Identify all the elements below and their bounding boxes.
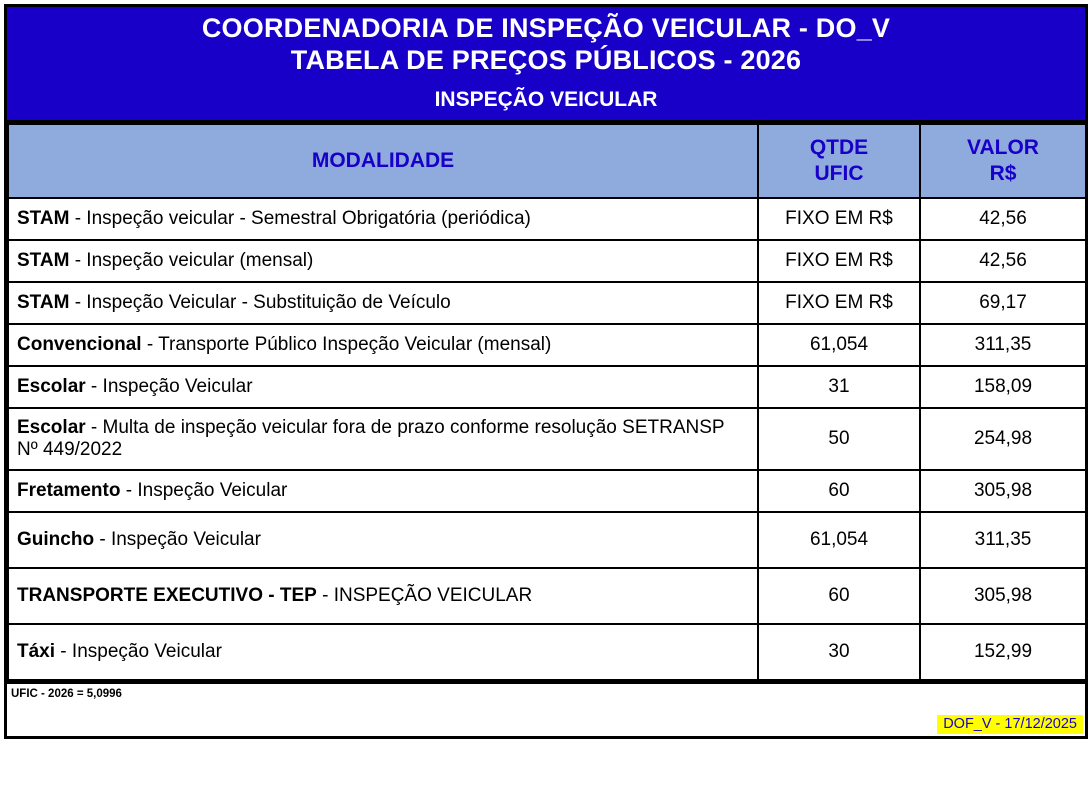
column-header-valor-line2: R$ <box>989 162 1017 186</box>
table-row <box>8 240 1086 282</box>
cell-valor: 42,56 <box>920 240 1086 282</box>
modality-description: - Inspeção Veicular <box>85 376 253 398</box>
cell-qtde: 31 <box>758 366 920 408</box>
cell-qtde: FIXO EM R$ <box>758 240 920 282</box>
table-row <box>8 198 1086 240</box>
header-title-line-2: TABELA DE PREÇOS PÚBLICOS - 2026 <box>290 44 802 75</box>
cell-qtde: 60 <box>758 470 920 512</box>
cell-qtde: 30 <box>758 624 920 680</box>
table-body <box>8 198 1086 680</box>
modality-name: TRANSPORTE EXECUTIVO - TEP <box>17 585 317 607</box>
modality-description: - Transporte Público Inspeção Veicular (mensal) <box>141 334 552 356</box>
modality-description: - Inspeção Veicular - Substituição de Veículo <box>69 292 451 314</box>
modality-description: - Inspeção veicular (mensal) <box>69 250 314 272</box>
cell-valor: 305,98 <box>920 470 1086 512</box>
modality-description: - Inspeção Veicular <box>120 480 288 502</box>
modality-description: - INSPEÇÃO VEICULAR <box>316 585 533 607</box>
cell-valor: 311,35 <box>920 324 1086 366</box>
modality-name: Escolar <box>17 376 86 398</box>
cell-valor: 305,98 <box>920 568 1086 624</box>
document-footer <box>4 684 1088 739</box>
table-row <box>8 282 1086 324</box>
cell-valor: 158,09 <box>920 366 1086 408</box>
column-header-qtde-ufic <box>758 124 920 199</box>
table-row <box>8 470 1086 512</box>
modality-name: Fretamento <box>17 480 121 502</box>
modality-description: - Inspeção veicular - Semestral Obrigatória (periódica) <box>69 208 531 230</box>
modality-name: Guincho <box>17 529 95 551</box>
cell-qtde: FIXO EM R$ <box>758 282 920 324</box>
modality-description: - Inspeção Veicular <box>55 641 222 663</box>
table-row <box>8 568 1086 624</box>
cell-modalidade <box>8 624 758 680</box>
modality-description: - Inspeção Veicular <box>94 529 261 551</box>
price-table <box>7 123 1087 682</box>
column-header-valor-rs <box>920 124 1086 199</box>
cell-valor: 311,35 <box>920 512 1086 568</box>
cell-qtde: 61,054 <box>758 324 920 366</box>
table-header <box>8 124 1086 199</box>
cell-valor: 42,56 <box>920 198 1086 240</box>
column-header-valor-line1: VALOR <box>967 135 1039 159</box>
modality-name: STAM <box>17 250 70 272</box>
cell-qtde: 61,054 <box>758 512 920 568</box>
header-subtitle: INSPEÇÃO VEICULAR <box>434 87 658 111</box>
table-row <box>8 512 1086 568</box>
cell-valor: 152,99 <box>920 624 1086 680</box>
table-row <box>8 324 1086 366</box>
table-row <box>8 408 1086 470</box>
cell-valor: 69,17 <box>920 282 1086 324</box>
cell-modalidade <box>8 324 758 366</box>
table-row <box>8 366 1086 408</box>
cell-modalidade <box>8 198 758 240</box>
cell-modalidade <box>8 408 758 470</box>
modality-name: Convencional <box>17 334 142 356</box>
column-header-qtde-line1: QTDE <box>809 135 869 159</box>
cell-modalidade <box>8 282 758 324</box>
modality-name: Táxi <box>17 641 56 663</box>
cell-modalidade <box>8 568 758 624</box>
modality-name: STAM <box>17 292 70 314</box>
column-header-qtde-line2: UFIC <box>814 162 864 186</box>
cell-modalidade <box>8 366 758 408</box>
cell-qtde: FIXO EM R$ <box>758 198 920 240</box>
document-header <box>7 7 1085 123</box>
ufic-note: UFIC - 2026 = 5,0996 <box>11 688 122 701</box>
dof-stamp: DOF_V - 17/12/2025 <box>937 715 1083 734</box>
footer-content <box>7 684 1085 736</box>
modality-name: STAM <box>17 208 70 230</box>
cell-modalidade <box>8 240 758 282</box>
modality-name: Escolar <box>17 417 86 439</box>
price-table-document <box>4 4 1088 684</box>
cell-qtde: 60 <box>758 568 920 624</box>
cell-modalidade <box>8 470 758 512</box>
header-title-line-1: COORDENADORIA DE INSPEÇÃO VEICULAR - DO_V <box>201 13 891 43</box>
cell-valor: 254,98 <box>920 408 1086 470</box>
column-header-modalidade: MODALIDADE <box>8 124 758 199</box>
cell-qtde: 50 <box>758 408 920 470</box>
cell-modalidade <box>8 512 758 568</box>
table-header-row <box>8 124 1086 199</box>
table-row <box>8 624 1086 680</box>
modality-description: - Multa de inspeção veicular fora de prazo conforme resolução SETRANSP Nº 449/2022 <box>17 417 725 461</box>
